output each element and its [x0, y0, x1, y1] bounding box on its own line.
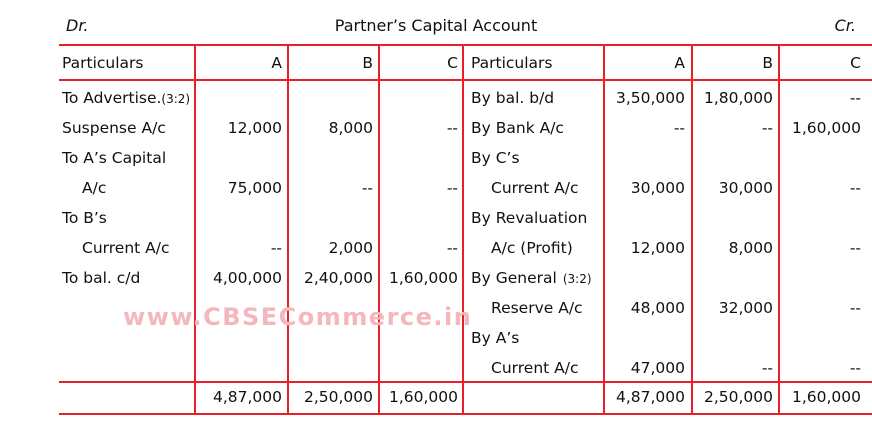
watermark-text: www.CBSECommerce.in [123, 303, 473, 331]
credit-particulars-cell [491, 173, 603, 203]
debit-particulars-cell [62, 203, 194, 233]
debit-amount-b: 2,000 [328, 239, 373, 257]
debit-particulars-cell [62, 113, 194, 143]
credit-particulars-cell [491, 233, 603, 263]
credit-particulars-text: By Revaluation [471, 209, 588, 227]
credit-particulars-cell [471, 323, 603, 353]
total-left-b: 2,50,000 [303, 388, 373, 406]
debit-amount-b [289, 203, 373, 233]
debit-amount-a [196, 143, 282, 173]
credit-particulars-text: Current A/c [491, 359, 579, 377]
total-right-a: 4,87,000 [615, 388, 685, 406]
debit-particulars-text: To B’s [62, 209, 107, 227]
credit-particulars-text: Current A/c [491, 179, 579, 197]
credit-amount-b [693, 143, 773, 173]
col-header-right-particulars: Particulars [471, 54, 553, 72]
credit-amount-a: 30,000 [630, 179, 685, 197]
col-header-left-particulars: Particulars [62, 54, 144, 72]
credit-amount-b: -- [761, 119, 773, 137]
total-left-a: 4,87,000 [212, 388, 282, 406]
credit-amount-b: -- [761, 359, 773, 377]
account-title: Partner’s Capital Account [334, 16, 538, 35]
credit-amount-c [780, 263, 861, 293]
credit-particulars-text: By General [471, 269, 557, 287]
debit-amount-c [380, 203, 458, 233]
rule-total-bottom [59, 413, 872, 415]
credit-particulars-cell [471, 203, 603, 233]
credit-particulars-text: By Bank A/c [471, 119, 564, 137]
debit-amount-b: 2,40,000 [303, 269, 373, 287]
credit-particulars-cell [471, 263, 603, 293]
credit-particulars-text: By bal. b/d [471, 89, 555, 107]
credit-amount-b: 32,000 [718, 299, 773, 317]
credit-amount-b: 8,000 [728, 239, 773, 257]
credit-particulars-cell [471, 113, 603, 143]
credit-amount-a: -- [673, 119, 685, 137]
credit-amount-c: -- [849, 359, 861, 377]
debit-particulars-text: Current A/c [82, 239, 170, 257]
credit-amount-a [605, 323, 685, 353]
debit-particulars-cell [82, 173, 194, 203]
credit-label: Cr. [834, 16, 856, 35]
debit-particulars-text: To A’s Capital [62, 149, 167, 167]
debit-amount-a: -- [270, 239, 282, 257]
credit-amount-c [780, 143, 861, 173]
credit-amount-a: 3,50,000 [615, 89, 685, 107]
credit-particulars-cell [471, 143, 603, 173]
credit-amount-c [780, 323, 861, 353]
debit-particulars-cell [62, 143, 194, 173]
credit-particulars-cell [491, 353, 603, 383]
debit-ratio-note: (3:2) [161, 92, 191, 106]
credit-amount-a [605, 203, 685, 233]
credit-particulars-cell [491, 293, 603, 323]
debit-amount-c: -- [446, 179, 458, 197]
debit-amount-c: -- [446, 119, 458, 137]
credit-amount-b [693, 263, 773, 293]
debit-particulars-cell [62, 83, 194, 113]
credit-particulars-text: By A’s [471, 329, 520, 347]
debit-label: Dr. [66, 16, 89, 35]
debit-particulars-cell [62, 263, 194, 293]
debit-amount-c: -- [446, 239, 458, 257]
debit-amount-c [380, 83, 458, 113]
debit-particulars-text: To Advertise. [62, 89, 162, 107]
vrule-mid [462, 44, 464, 415]
credit-amount-c: -- [849, 179, 861, 197]
credit-amount-c: -- [849, 239, 861, 257]
debit-amount-a: 75,000 [227, 179, 282, 197]
debit-amount-c [380, 143, 458, 173]
debit-amount-a [196, 83, 282, 113]
credit-amount-a [605, 143, 685, 173]
credit-amount-b: 1,80,000 [703, 89, 773, 107]
credit-amount-c [780, 203, 861, 233]
debit-particulars-text: A/c [82, 179, 107, 197]
col-header-right-a: A [674, 54, 685, 72]
rule-header-bottom [59, 79, 872, 81]
credit-amount-c: 1,60,000 [791, 119, 861, 137]
total-right-b: 2,50,000 [703, 388, 773, 406]
credit-amount-b [693, 323, 773, 353]
debit-amount-a [196, 203, 282, 233]
debit-amount-c: 1,60,000 [388, 269, 458, 287]
credit-amount-b [693, 203, 773, 233]
col-header-left-b: B [362, 54, 373, 72]
debit-particulars-text: To bal. c/d [62, 269, 141, 287]
col-header-left-a: A [271, 54, 282, 72]
col-header-left-c: C [447, 54, 458, 72]
credit-amount-c: -- [849, 89, 861, 107]
credit-amount-a: 12,000 [630, 239, 685, 257]
debit-amount-a: 4,00,000 [212, 269, 282, 287]
credit-particulars-text: A/c (Profit) [491, 239, 573, 257]
credit-amount-a [605, 263, 685, 293]
debit-particulars-text: Suspense A/c [62, 119, 166, 137]
debit-amount-b: 8,000 [328, 119, 373, 137]
rule-top [59, 44, 872, 46]
credit-amount-b: 30,000 [718, 179, 773, 197]
debit-amount-b: -- [361, 179, 373, 197]
credit-particulars-cell [471, 83, 603, 113]
credit-amount-c: -- [849, 299, 861, 317]
credit-amount-a: 47,000 [630, 359, 685, 377]
credit-particulars-text: By C’s [471, 149, 520, 167]
debit-amount-b [289, 143, 373, 173]
col-header-right-c: C [850, 54, 861, 72]
debit-particulars-cell [82, 233, 194, 263]
total-left-c: 1,60,000 [388, 388, 458, 406]
credit-amount-a: 48,000 [630, 299, 685, 317]
debit-amount-a: 12,000 [227, 119, 282, 137]
debit-amount-b [289, 83, 373, 113]
col-header-right-b: B [762, 54, 773, 72]
total-right-c: 1,60,000 [791, 388, 861, 406]
credit-particulars-text: Reserve A/c [491, 299, 583, 317]
credit-ratio-note: (3:2) [562, 272, 592, 286]
